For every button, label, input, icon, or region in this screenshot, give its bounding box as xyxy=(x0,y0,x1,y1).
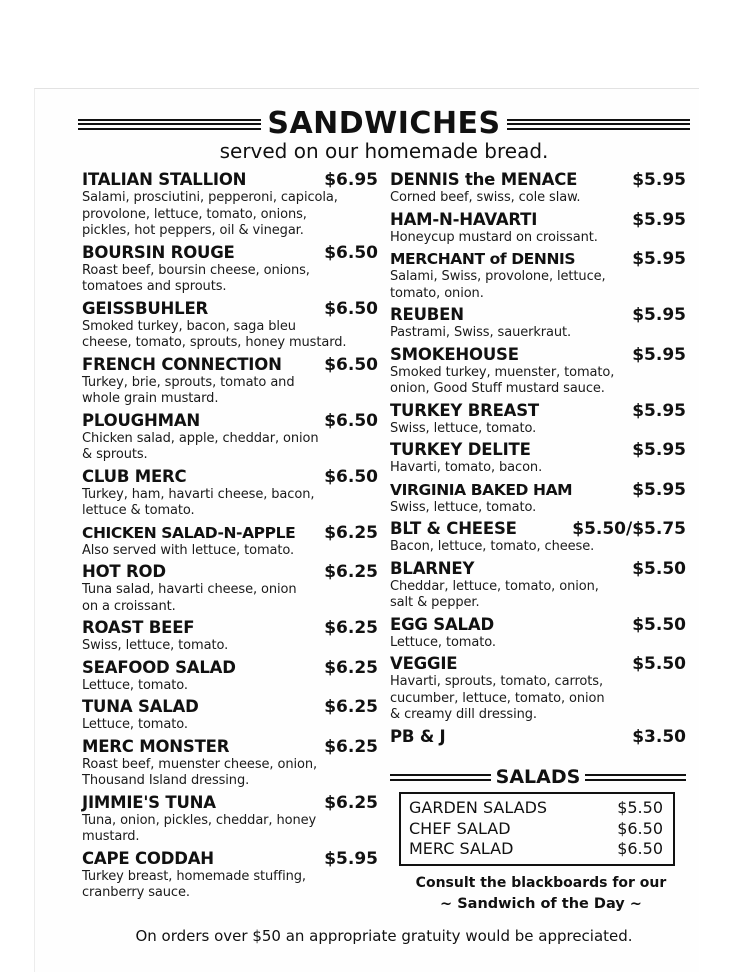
salads-section xyxy=(390,766,686,866)
menu-item xyxy=(390,170,686,207)
item-description: Swiss, lettuce, tomato. xyxy=(390,499,537,515)
title-rule-left xyxy=(78,119,261,130)
right-menu-column xyxy=(390,170,686,750)
sandwich-of-the-day: ~ Sandwich of the Day ~ xyxy=(440,896,642,912)
item-name: SMOKEHOUSE xyxy=(390,344,519,364)
item-description: Lettuce, tomato. xyxy=(82,677,188,693)
item-price: $5.95 xyxy=(632,400,686,421)
menu-item xyxy=(390,727,686,747)
item-name: MERCHANT of DENNIS xyxy=(390,250,576,268)
item-description: Pastrami, Swiss, sauerkraut. xyxy=(390,325,572,340)
consult-note xyxy=(390,873,692,915)
salads-box xyxy=(399,792,675,866)
item-price: $5.95 xyxy=(324,848,378,869)
item-description: Smoked turkey, bacon, saga bleu cheese, tomato, sprouts, honey mustard. xyxy=(82,318,347,350)
menu-item xyxy=(390,210,686,247)
menu-item xyxy=(390,401,686,438)
item-name: HOT ROD xyxy=(82,562,166,581)
item-name: BLT & CHEESE xyxy=(390,519,517,538)
item-description: Salami, prosciutini, pepperoni, capicola, provolone, lettuce, tomato, onions, pickles, hot peppers, oil & vinegar. xyxy=(82,190,338,238)
item-name: VIRGINIA BAKED HAM xyxy=(390,480,573,499)
item-name: MERC MONSTER xyxy=(82,736,230,756)
item-price: $6.50 xyxy=(324,466,378,487)
item-name: TURKEY BREAST xyxy=(390,400,539,420)
menu-item xyxy=(82,523,378,560)
menu-item xyxy=(82,562,378,615)
item-price: $6.25 xyxy=(324,657,378,678)
item-price: $5.50 xyxy=(632,558,686,579)
item-description: Honeycup mustard on croissant. xyxy=(390,229,598,245)
item-price: $5.95 xyxy=(632,249,686,269)
menu-item xyxy=(82,467,378,520)
item-description: Corned beef, swiss, cole slaw. xyxy=(390,190,581,205)
menu-item xyxy=(82,243,378,296)
salad-price: $6.50 xyxy=(617,839,663,858)
salad-row xyxy=(409,819,663,840)
page-subtitle: served on our homemade bread. xyxy=(219,139,549,163)
item-price: $5.95 xyxy=(632,209,686,230)
item-description: Tuna, onion, pickles, cheddar, honey mustard. xyxy=(82,812,317,844)
menu-item xyxy=(82,697,378,734)
item-price: $5.95 xyxy=(632,440,686,460)
salad-name: MERC SALAD xyxy=(409,839,514,858)
menu-item xyxy=(82,793,378,846)
salads-rule-right xyxy=(585,774,686,781)
item-name: VEGGIE xyxy=(390,654,458,673)
item-price: $5.95 xyxy=(632,305,686,325)
menu-item xyxy=(390,519,686,556)
item-description: Swiss, lettuce, tomato. xyxy=(390,420,537,436)
item-price: $6.25 xyxy=(324,562,378,582)
item-price: $6.25 xyxy=(324,618,378,638)
item-description: Chicken salad, apple, cheddar, onion & sprouts. xyxy=(82,430,319,462)
item-name: PB & J xyxy=(390,726,446,746)
menu-item xyxy=(390,559,686,612)
item-name: CHICKEN SALAD-N-APPLE xyxy=(82,523,296,542)
left-menu-column xyxy=(82,170,378,905)
item-description: Turkey, ham, havarti cheese, bacon, lettuce & tomato. xyxy=(82,486,315,518)
item-name: CLUB MERC xyxy=(82,466,187,486)
salad-row xyxy=(409,839,663,860)
item-price: $6.50 xyxy=(324,354,378,375)
item-description: Lettuce, tomato. xyxy=(82,717,188,732)
menu-item xyxy=(390,480,686,517)
item-price: $6.25 xyxy=(324,697,378,717)
item-price: $6.50 xyxy=(324,410,378,431)
item-description: Turkey, brie, sprouts, tomato and whole grain mustard. xyxy=(82,374,295,406)
menu-item xyxy=(390,654,686,724)
item-description: Cheddar, lettuce, tomato, onion, salt & pepper. xyxy=(390,578,599,610)
item-name: SEAFOOD SALAD xyxy=(82,657,236,677)
item-name: BLARNEY xyxy=(390,558,475,578)
salad-name: CHEF SALAD xyxy=(409,818,511,838)
item-description: Also served with lettuce, tomato. xyxy=(82,542,295,558)
menu-item xyxy=(390,305,686,342)
item-name: ITALIAN STALLION xyxy=(82,170,247,189)
consult-line: Consult the blackboards for our xyxy=(415,875,667,891)
item-name: PLOUGHMAN xyxy=(82,410,200,430)
title-row xyxy=(78,106,690,142)
item-name: JIMMIE'S TUNA xyxy=(82,792,216,812)
menu-item xyxy=(390,345,686,398)
menu-item xyxy=(82,355,378,408)
item-price: $5.95 xyxy=(632,479,686,500)
item-price: $6.95 xyxy=(324,170,378,190)
item-price: $6.50 xyxy=(324,242,378,263)
item-name: DENNIS the MENACE xyxy=(390,170,578,189)
item-description: Smoked turkey, muenster, tomato, onion, Good Stuff mustard sauce. xyxy=(390,364,615,396)
salads-heading xyxy=(390,766,686,788)
item-name: BOURSIN ROUGE xyxy=(82,242,235,262)
page-title: SANDWICHES xyxy=(267,106,501,141)
menu-item xyxy=(390,615,686,652)
item-description: Roast beef, muenster cheese, onion, Thousand Island dressing. xyxy=(82,756,317,788)
item-price: $6.25 xyxy=(324,522,378,543)
item-price: $5.50/$5.75 xyxy=(572,519,686,539)
item-description: Turkey breast, homemade stuffing, cranberry sauce. xyxy=(82,868,306,900)
gratuity-note: On orders over $50 an appropriate gratuity would be appreciated. xyxy=(135,927,633,945)
item-description: Roast beef, boursin cheese, onions, tomatoes and sprouts. xyxy=(82,262,310,294)
item-name: TUNA SALAD xyxy=(82,697,199,716)
item-description: Tuna salad, havarti cheese, onion on a croissant. xyxy=(82,582,297,614)
menu-item xyxy=(82,170,378,240)
item-name: FRENCH CONNECTION xyxy=(82,354,282,374)
menu-item xyxy=(82,737,378,790)
item-description: Lettuce, tomato. xyxy=(390,634,496,650)
menu-item xyxy=(390,440,686,477)
salads-title: SALADS xyxy=(495,766,581,788)
item-description: Bacon, lettuce, tomato, cheese. xyxy=(390,539,595,554)
item-name: ROAST BEEF xyxy=(82,618,195,637)
menu-item xyxy=(390,249,686,302)
salad-name: GARDEN SALADS xyxy=(409,798,548,817)
item-price: $6.25 xyxy=(324,792,378,813)
item-price: $6.25 xyxy=(324,736,378,757)
item-description: Havarti, sprouts, tomato, carrots, cucumber, lettuce, tomato, onion & creamy dill dressing. xyxy=(390,674,605,722)
salad-price: $6.50 xyxy=(617,818,663,838)
menu-item xyxy=(82,618,378,655)
item-description: Salami, Swiss, provolone, lettuce, tomato, onion. xyxy=(390,269,606,301)
item-name: CAPE CODDAH xyxy=(82,848,214,868)
item-name: TURKEY DELITE xyxy=(390,440,531,459)
item-price: $3.50 xyxy=(632,726,686,747)
salads-rule-left xyxy=(390,774,491,781)
item-price: $6.50 xyxy=(324,298,378,319)
item-price: $5.95 xyxy=(632,344,686,365)
menu-item xyxy=(82,299,378,352)
title-rule-right xyxy=(507,119,690,130)
item-description: Havarti, tomato, bacon. xyxy=(390,460,543,475)
item-price: $5.50 xyxy=(632,654,686,674)
item-description: Swiss, lettuce, tomato. xyxy=(82,638,229,653)
menu-item xyxy=(82,411,378,464)
item-name: GEISSBUHLER xyxy=(82,298,209,318)
salad-row xyxy=(409,798,663,819)
item-name: HAM-N-HAVARTI xyxy=(390,209,538,229)
item-price: $5.50 xyxy=(632,614,686,635)
item-name: EGG SALAD xyxy=(390,614,494,634)
salad-price: $5.50 xyxy=(617,798,663,817)
item-name: REUBEN xyxy=(390,305,464,324)
menu-item xyxy=(82,658,378,695)
menu-item xyxy=(82,849,378,902)
item-price: $5.95 xyxy=(632,170,686,190)
